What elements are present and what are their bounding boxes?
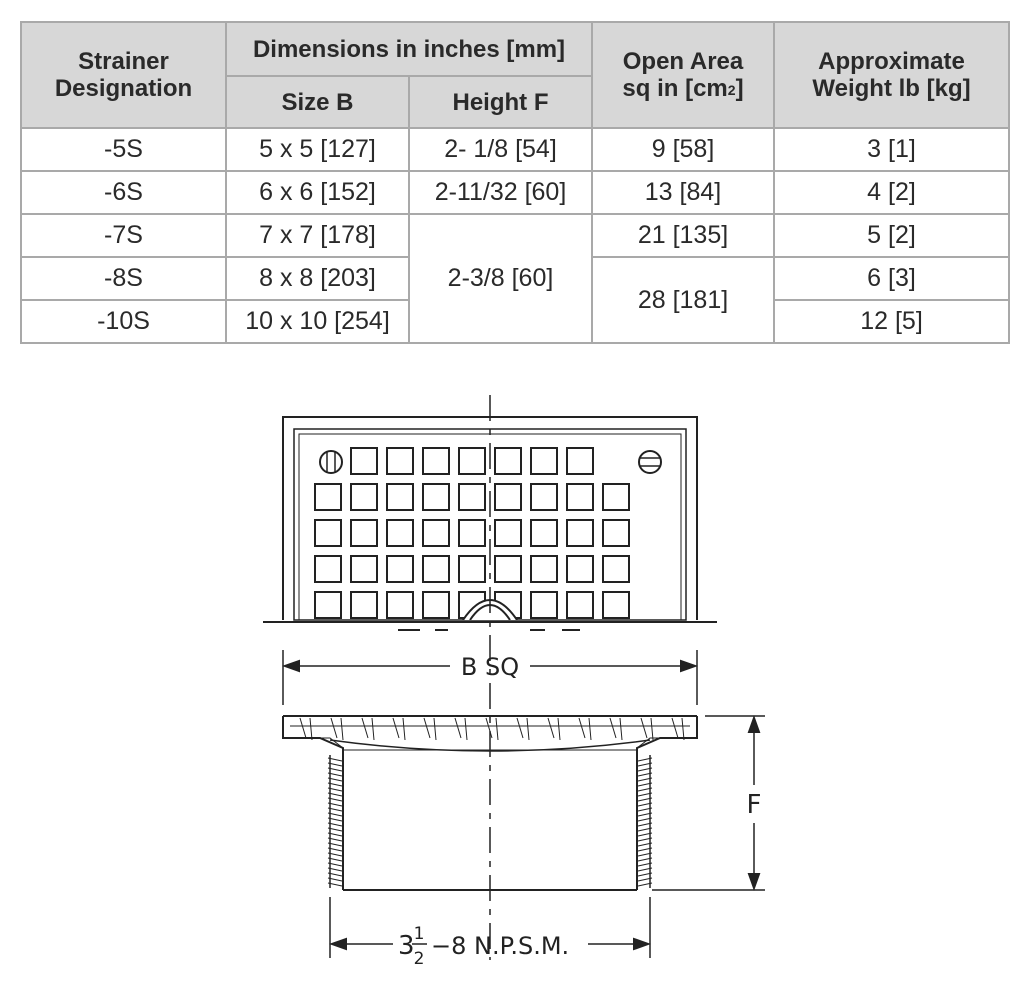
strainer-rib bbox=[393, 718, 405, 740]
cell-size: 6 x 6 [152] bbox=[226, 171, 409, 214]
strainer-opening bbox=[315, 520, 341, 546]
strainer-opening bbox=[531, 556, 557, 582]
strainer-rib bbox=[579, 718, 591, 740]
strainer-opening bbox=[387, 592, 413, 618]
strainer-opening bbox=[459, 556, 485, 582]
strainer-technical-drawing bbox=[0, 380, 1030, 986]
strainer-opening bbox=[387, 520, 413, 546]
table-row bbox=[21, 128, 1009, 171]
strainer-openings bbox=[315, 448, 629, 618]
screw-head-right bbox=[639, 451, 661, 473]
strainer-rib bbox=[517, 718, 529, 740]
strainer-rib bbox=[362, 718, 374, 740]
cell-open-area: 21 [135] bbox=[592, 214, 774, 257]
strainer-opening bbox=[423, 520, 449, 546]
cell-height: 2-3/8 [60] bbox=[409, 214, 592, 343]
strainer-opening bbox=[567, 556, 593, 582]
strainer-opening bbox=[495, 556, 521, 582]
cell-weight: 5 [2] bbox=[774, 214, 1009, 257]
strainer-rib bbox=[548, 718, 560, 740]
cell-open-area: 9 [58] bbox=[592, 128, 774, 171]
strainer-opening bbox=[315, 592, 341, 618]
header-height-f: Height F bbox=[409, 76, 592, 128]
strainer-opening bbox=[531, 520, 557, 546]
strainer-opening bbox=[531, 484, 557, 510]
cell-weight: 6 [3] bbox=[774, 257, 1009, 300]
strainer-opening bbox=[315, 484, 341, 510]
f-label: F bbox=[746, 790, 762, 820]
strainer-opening bbox=[567, 448, 593, 474]
strainer-rib bbox=[424, 718, 436, 740]
cell-height: 2- 1/8 [54] bbox=[409, 128, 592, 171]
strainer-opening bbox=[459, 484, 485, 510]
strainer-opening bbox=[495, 448, 521, 474]
strainer-opening bbox=[423, 484, 449, 510]
strainer-rib bbox=[672, 718, 684, 740]
cell-designation: -10S bbox=[21, 300, 226, 343]
strainer-opening bbox=[351, 520, 377, 546]
cell-weight: 3 [1] bbox=[774, 128, 1009, 171]
strainer-opening bbox=[603, 520, 629, 546]
table-row bbox=[21, 171, 1009, 214]
cell-open-area: 13 [84] bbox=[592, 171, 774, 214]
strainer-opening bbox=[603, 556, 629, 582]
strainer-opening bbox=[387, 448, 413, 474]
strainer-opening bbox=[423, 448, 449, 474]
strainer-opening bbox=[567, 520, 593, 546]
header-size-b: Size B bbox=[226, 76, 409, 128]
strainer-opening bbox=[315, 556, 341, 582]
cell-weight: 4 [2] bbox=[774, 171, 1009, 214]
strainer-opening bbox=[351, 448, 377, 474]
cell-open-area: 28 [181] bbox=[592, 257, 774, 343]
cell-designation: -6S bbox=[21, 171, 226, 214]
cell-size: 10 x 10 [254] bbox=[226, 300, 409, 343]
strainer-opening bbox=[351, 484, 377, 510]
strainer-opening bbox=[351, 592, 377, 618]
strainer-opening bbox=[603, 484, 629, 510]
strainer-rib bbox=[455, 718, 467, 740]
header-open-area: Open Area sq in $[cm^2]$ bbox=[592, 22, 774, 128]
cell-height: 2-11/32 [60] bbox=[409, 171, 592, 214]
strainer-rib bbox=[641, 718, 653, 740]
strainer-opening bbox=[387, 556, 413, 582]
header-dimensions: Dimensions in inches [mm] bbox=[226, 22, 592, 76]
npsm-label bbox=[398, 924, 569, 969]
specification-table bbox=[20, 21, 1010, 344]
table-row bbox=[21, 214, 1009, 257]
cell-designation: -5S bbox=[21, 128, 226, 171]
strainer-opening bbox=[531, 448, 557, 474]
cell-size: 7 x 7 [178] bbox=[226, 214, 409, 257]
strainer-rib bbox=[610, 718, 622, 740]
svg-text:2: 2 bbox=[413, 949, 425, 969]
strainer-rib bbox=[331, 718, 343, 740]
strainer-opening bbox=[531, 592, 557, 618]
strainer-opening bbox=[351, 556, 377, 582]
svg-text:1: 1 bbox=[413, 924, 425, 944]
strainer-ribs bbox=[300, 718, 684, 740]
strainer-opening bbox=[603, 592, 629, 618]
strainer-opening bbox=[459, 520, 485, 546]
b-sq-label: B SQ bbox=[460, 653, 520, 681]
cell-size: 8 x 8 [203] bbox=[226, 257, 409, 300]
strainer-opening bbox=[567, 592, 593, 618]
header-approximate-weight: Approximate Weight lb [kg] bbox=[774, 22, 1009, 128]
strainer-opening bbox=[459, 448, 485, 474]
strainer-opening bbox=[567, 484, 593, 510]
strainer-opening bbox=[423, 556, 449, 582]
strainer-opening bbox=[423, 592, 449, 618]
strainer-rib bbox=[300, 718, 312, 740]
header-strainer-designation: Strainer Designation bbox=[21, 22, 226, 128]
strainer-opening bbox=[495, 520, 521, 546]
cell-size: 5 x 5 [127] bbox=[226, 128, 409, 171]
cell-weight: 12 [5] bbox=[774, 300, 1009, 343]
screw-head-left bbox=[320, 451, 342, 473]
svg-text:−8 N.P.S.M.: −8 N.P.S.M. bbox=[431, 932, 570, 960]
cell-designation: -8S bbox=[21, 257, 226, 300]
svg-text:3: 3 bbox=[398, 931, 415, 961]
strainer-opening bbox=[387, 484, 413, 510]
strainer-opening bbox=[495, 484, 521, 510]
cell-designation: -7S bbox=[21, 214, 226, 257]
strainer-rib bbox=[486, 718, 498, 740]
